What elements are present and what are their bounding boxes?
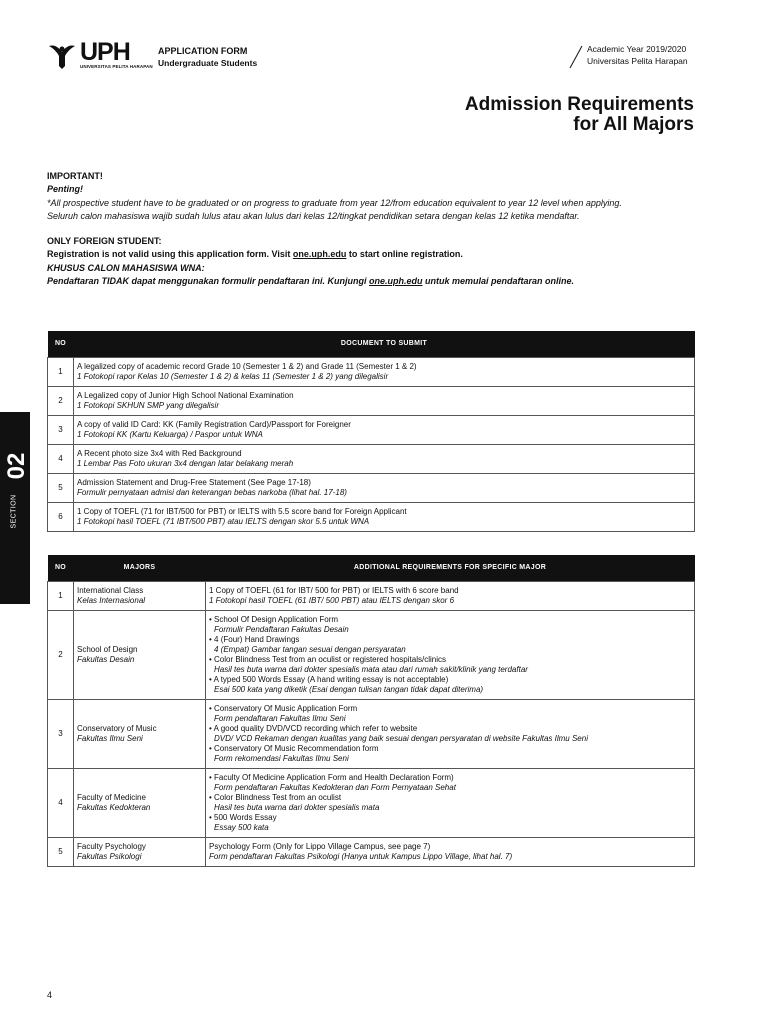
- major-id: Fakultas Psikologi: [77, 852, 142, 861]
- requirement-id: 4 (Empat) Gambar tangan sesuai dengan persyaratan: [214, 645, 406, 654]
- document-cell: [74, 358, 695, 387]
- requirement-en: • Faculty Of Medicine Application Form and Health Declaration Form): [209, 773, 454, 782]
- foreign-id-heading: KHUSUS CALON MAHASISWA WNA:: [47, 262, 205, 273]
- registration-link-id[interactable]: one.uph.edu: [369, 276, 423, 287]
- document-en: 1 Copy of TOEFL (71 for IBT/500 for PBT) or IELTS with 5.5 score band for Foreign Applicant: [77, 507, 407, 516]
- row-number: 3: [48, 416, 74, 445]
- registration-link[interactable]: one.uph.edu: [292, 249, 347, 260]
- row-number: 6: [48, 503, 74, 532]
- section-tab: [0, 412, 30, 604]
- major-cell: [74, 838, 206, 867]
- major-id: Fakultas Ilmu Seni: [77, 734, 143, 743]
- requirement-id: Form pendaftaran Fakultas Ilmu Seni: [214, 714, 346, 723]
- document-id: Formulir pernyataan admisi dan keterangan bebas narkoba (lihat hal. 17-18): [77, 488, 347, 497]
- major-id: Fakultas Desain: [77, 655, 135, 664]
- important-heading: IMPORTANT!: [47, 171, 103, 181]
- row-number: 2: [48, 387, 74, 416]
- majors-header-row: [48, 555, 695, 582]
- col-no: NO: [48, 331, 74, 358]
- table-row: [48, 474, 695, 503]
- col-document: DOCUMENT TO SUBMIT: [74, 331, 695, 358]
- requirement-id: Formulir Pendaftaran Fakultas Desain: [214, 625, 349, 634]
- requirement-en: 1 Copy of TOEFL (61 for IBT/ 500 for PBT) or IELTS with 6 score band: [209, 586, 459, 595]
- notice-en: *All prospective student have to be graduated or on progress to graduate from year 12/from education equivalent to year 12 level when applying.: [47, 197, 622, 208]
- col-requirements: ADDITIONAL REQUIREMENTS FOR SPECIFIC MAJOR: [206, 555, 695, 582]
- row-number: 1: [48, 358, 74, 387]
- document-en: A legalized copy of academic record Grade 10 (Semester 1 & 2) and Grade 11 (Semester 1 & 2): [77, 362, 417, 371]
- major-en: School of Design: [77, 645, 138, 654]
- document-cell: [74, 416, 695, 445]
- document-cell: [74, 445, 695, 474]
- divider-slash: [567, 45, 587, 69]
- page-title-line2: for All Majors: [573, 114, 694, 135]
- academic-year-block: [587, 44, 688, 67]
- uph-logo: [47, 38, 153, 70]
- document-id: 1 Fotokopi SKHUN SMP yang dilegalisir: [77, 401, 219, 410]
- logo-wordmark: UPH: [80, 38, 130, 66]
- requirement-en: • A good quality DVD/VCD recording which refer to website: [209, 724, 418, 733]
- requirement-id: Form pendaftaran Fakultas Psikologi (Hanya untuk Kampus Lippo Village, lihat hal. 7): [209, 852, 513, 861]
- table-row: [48, 700, 695, 769]
- requirement-en: Psychology Form (Only for Lippo Village Campus, see page 7): [209, 842, 431, 851]
- foreign-heading: ONLY FOREIGN STUDENT:: [47, 236, 162, 247]
- document-cell: [74, 503, 695, 532]
- row-number: 5: [48, 838, 74, 867]
- section-number: 02: [3, 452, 30, 480]
- major-cell: [74, 700, 206, 769]
- requirement-en: • School Of Design Application Form: [209, 615, 339, 624]
- requirement-id: Form rekomendasi Fakultas Ilmu Seni: [214, 754, 349, 763]
- form-title: APPLICATION FORM: [158, 46, 248, 56]
- requirement-id: 1 Fotokopi hasil TOEFL (61 IBT/ 500 PBT) atau IELTS dengan skor 6: [209, 596, 455, 605]
- page-title-line1: Admission Requirements: [464, 94, 694, 115]
- requirement-id: Form pendaftaran Fakultas Kedokteran dan Form Pernyataan Sehat: [214, 783, 456, 792]
- requirement-en: • 4 (Four) Hand Drawings: [209, 635, 300, 644]
- major-en: Faculty Psychology: [77, 842, 146, 851]
- table-row: [48, 416, 695, 445]
- requirement-id: Hasil tes buta warna dari dokter spesialis mata atau dari rumah sakit/klinik yang terdaftar: [214, 665, 528, 674]
- row-number: 3: [48, 700, 74, 769]
- requirements-cell: [206, 611, 695, 700]
- penting-heading: Penting!: [47, 184, 83, 195]
- foreign-id-text: Pendaftaran TIDAK dapat menggunakan formulir pendaftaran ini. Kunjungi one.uph.edu untuk memulai pendaftaran online.: [47, 276, 575, 287]
- table-row: [48, 582, 695, 611]
- col-majors: MAJORS: [74, 555, 206, 582]
- table-row: [48, 358, 695, 387]
- requirement-id: Hasil tes buta warna dari dokter spesialis mata: [214, 803, 380, 812]
- major-cell: [74, 582, 206, 611]
- section-label: SECTION: [10, 494, 18, 529]
- document-en: A Legalized copy of Junior High School National Examination: [77, 391, 294, 400]
- requirement-en: • Conservatory Of Music Application Form: [209, 704, 358, 713]
- notice-block: [47, 170, 637, 288]
- col-no: NO: [48, 555, 74, 582]
- requirements-cell: [206, 838, 695, 867]
- document-id: 1 Fotokopi hasil TOEFL (71 IBT/500 PBT) atau IELTS dengan skor 5.5 untuk WNA: [77, 517, 370, 526]
- foreign-en-text: Registration is not valid using this application form. Visit one.uph.edu to start online registration.: [47, 249, 463, 260]
- major-en: Conservatory of Music: [77, 724, 157, 733]
- document-cell: [74, 474, 695, 503]
- form-subtitle: Undergraduate Students: [158, 58, 258, 68]
- document-id: 1 Fotokopi rapor Kelas 10 (Semester 1 & 2) & kelas 11 (Semester 1 & 2) yang dilegalisir: [77, 372, 389, 381]
- documents-header-row: [48, 331, 695, 358]
- requirements-cell: [206, 582, 695, 611]
- notice-id: Seluruh calon mahasiswa wajib sudah lulus atau akan lulus dari kelas 12/tingkat pendidikan setara dengan kelas 12 ketika mendaftar.: [47, 210, 580, 221]
- row-number: 2: [48, 611, 74, 700]
- table-row: [48, 611, 695, 700]
- requirement-en: • Color Blindness Test from an oculist: [209, 793, 342, 802]
- major-id: Kelas Internasional: [77, 596, 146, 605]
- requirement-id: Essay 500 kata: [214, 823, 269, 832]
- document-en: Admission Statement and Drug-Free Statement (See Page 17-18): [77, 478, 311, 487]
- table-row: [48, 838, 695, 867]
- document-cell: [74, 387, 695, 416]
- row-number: 4: [48, 769, 74, 838]
- major-en: International Class: [77, 586, 144, 595]
- requirements-cell: [206, 769, 695, 838]
- requirement-id: DVD/ VCD Rekaman dengan kualitas yang baik sesuai dengan persyaratan di website Fakultas Ilmu Seni: [214, 734, 588, 743]
- major-cell: [74, 769, 206, 838]
- documents-table: [47, 331, 695, 532]
- table-row: [48, 769, 695, 838]
- logo-subtext: UNIVERSITAS PELITA HARAPAN: [80, 64, 153, 69]
- table-row: [48, 445, 695, 474]
- major-en: Faculty of Medicine: [77, 793, 146, 802]
- eagle-emblem-icon: [47, 40, 77, 70]
- document-en: A copy of valid ID Card: KK (Family Registration Card)/Passport for Foreigner: [77, 420, 351, 429]
- majors-table: [47, 555, 695, 867]
- table-row: [48, 503, 695, 532]
- row-number: 5: [48, 474, 74, 503]
- major-cell: [74, 611, 206, 700]
- academic-year: Academic Year 2019/2020: [587, 44, 687, 54]
- major-id: Fakultas Kedokteran: [77, 803, 151, 812]
- row-number: 4: [48, 445, 74, 474]
- requirement-en: • Color Blindness Test from an oculist or registered hospitals/clinics: [209, 655, 446, 664]
- form-heading: [158, 45, 257, 69]
- table-row: [48, 387, 695, 416]
- page-title: [465, 95, 694, 135]
- requirement-id: Esai 500 kata yang diketik (Esai dengan tulisan tangan tidak dapat diterima): [214, 685, 484, 694]
- page-number: 4: [47, 990, 53, 1000]
- document-en: A Recent photo size 3x4 with Red Background: [77, 449, 242, 458]
- requirement-en: • Conservatory Of Music Recommendation form: [209, 744, 379, 753]
- row-number: 1: [48, 582, 74, 611]
- document-id: 1 Lembar Pas Foto ukuran 3x4 dengan latar belakang merah: [77, 459, 294, 468]
- requirements-cell: [206, 700, 695, 769]
- university-name: Universitas Pelita Harapan: [587, 55, 688, 66]
- requirement-en: • A typed 500 Words Essay (A hand writing essay is not acceptable): [209, 675, 449, 684]
- requirement-en: • 500 Words Essay: [209, 813, 277, 822]
- document-id: 1 Fotokopi KK (Kartu Keluarga) / Paspor untuk WNA: [77, 430, 263, 439]
